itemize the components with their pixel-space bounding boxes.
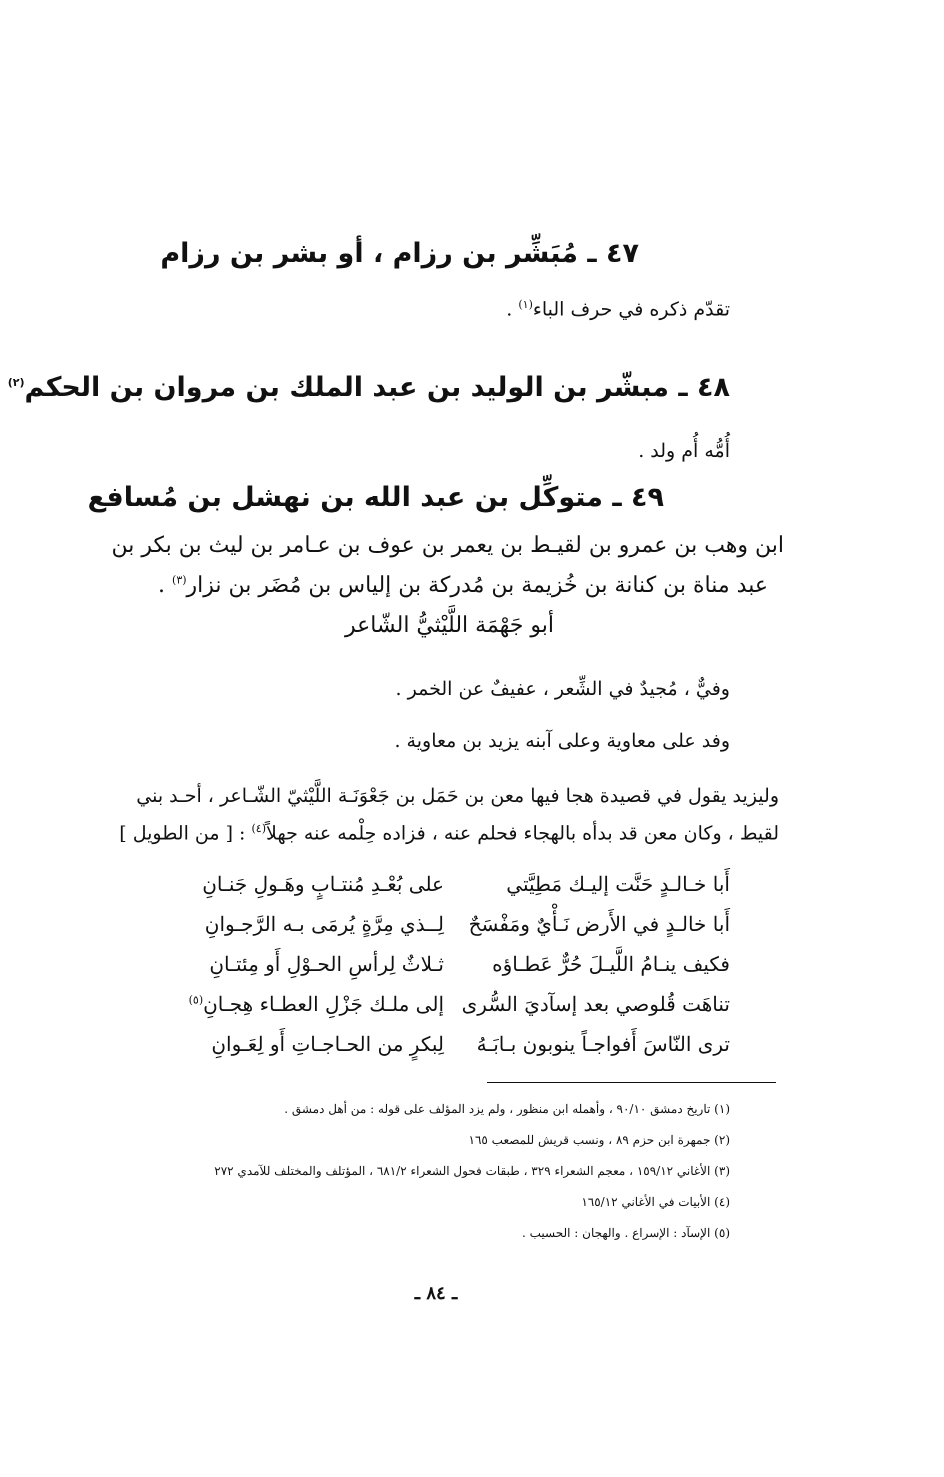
footnote-2: (٢) جمهرة ابن حزم ٨٩ ، ونسب قريش للمصعب ١٦٥ bbox=[468, 1133, 730, 1147]
story-line-1: وليزيد يقول في قصيدة هجا فيها معن بن حَمَل بن جَعْوَنَـة اللَّيْثيّ الشّـاعر ، أحـد بني bbox=[136, 785, 779, 807]
entry-47-heading: ٤٧ ـ مُبَشِّر بن رزام ، أو بشر بن رزام bbox=[160, 238, 639, 269]
entry-48-heading-text: ٤٨ ـ مبشّر بن الوليد بن عبد الملك بن مروان بن الحكم bbox=[24, 372, 730, 403]
story-line-2-end: : [ من الطويل ] bbox=[119, 822, 252, 845]
footnote-ref-5[interactable]: (٥) bbox=[188, 993, 204, 1007]
lineage-line-1: ابن وهب بن عمرو بن لقيـط بن يعمر بن عوف بن عـامر بن ليث بن بكر بن bbox=[111, 533, 784, 558]
footnote-separator bbox=[487, 1082, 776, 1083]
verse-1-second-hemistich: على بُعْـدِ مُنتـابٍ وهَـولِ جَنـانِ bbox=[202, 872, 444, 896]
footnote-ref-2[interactable]: (٢) bbox=[7, 376, 25, 389]
entry-47-text-end: . bbox=[506, 298, 519, 321]
verse-3-first-hemistich: فكيف ينـامُ اللَّيـلَ حُرٌّ عَطـاؤه bbox=[492, 952, 730, 976]
lineage-line-2 bbox=[158, 573, 768, 598]
description-line-2: وفد على معاوية وعلى آبنه يزيد بن معاوية . bbox=[394, 730, 730, 752]
verse-4-first-hemistich: تناهَت قُلوصي بعد إسآديَ السُّرى bbox=[461, 992, 730, 1016]
description-line-1: وفيٌّ ، مُجيدٌ في الشِّعر ، عفيفٌ عن الخمر . bbox=[395, 678, 730, 700]
footnote-5: (٥) الإسآد : الإسراع . والهجان : الحسيب . bbox=[521, 1226, 730, 1240]
verse-3-second-hemistich: ثـلاثٌ لِرأسِ الحـوْلِ أَو مِئتـانِ bbox=[209, 952, 444, 976]
verse-2-second-hemistich: لِــذي مِرَّةٍ يُرمَى بـه الرَّجـوانِ bbox=[204, 912, 444, 936]
verse-4-second-hemistich bbox=[189, 992, 444, 1016]
entry-49-heading: ٤٩ ـ متوكِّل بن عبد الله بن نهشل بن مُسافع bbox=[87, 482, 664, 513]
verse-5-first-hemistich: ترى النّاسَ أَفواجـاً ينوبون بـابَـهُ bbox=[476, 1032, 730, 1056]
entry-48-text: أُمُّه أُم ولد . bbox=[638, 440, 730, 462]
verse-4-second-text: إلى ملـك جَزْلِ العطـاء هِجـانِ bbox=[203, 992, 444, 1016]
footnote-ref-3[interactable]: (٣) bbox=[172, 573, 187, 587]
verse-2-first-hemistich: أَبا خالـدٍ في الأَرض نَـأْيٌ ومَفْسَحٌ bbox=[468, 912, 730, 936]
story-line-2 bbox=[119, 822, 779, 844]
kunya-title: أبو جَهْمَة اللَّيْثيُّ الشّاعر bbox=[345, 613, 554, 638]
entry-47-text bbox=[506, 298, 730, 320]
entry-48-heading bbox=[8, 372, 730, 403]
footnote-ref-1[interactable]: (١) bbox=[518, 298, 533, 311]
story-line-2-text: لقيط ، وكان معن قد بدأه بالهجاء فحلم عنه ، فزاده حِلْمه عنه جهلاً bbox=[266, 822, 779, 845]
footnote-4: (٤) الأبيات في الأغاني ١٦٥/١٢ bbox=[581, 1195, 730, 1209]
verse-5-second-hemistich: لِبكرٍ من الحـاجـاتِ أَو لِعَـوانِ bbox=[211, 1032, 444, 1056]
lineage-line-2-end: . bbox=[158, 573, 173, 598]
footnote-3: (٣) الأغاني ١٥٩/١٢ ، معجم الشعراء ٣٢٩ ، طبقات فحول الشعراء ٦٨١/٢ ، المؤتلف والمختلف للآمدي ٢٧٢ bbox=[214, 1164, 730, 1178]
footnote-ref-4[interactable]: (٤) bbox=[251, 822, 267, 835]
entry-47-text-body: تقدّم ذكره في حرف الباء bbox=[532, 298, 730, 321]
verse-1-first-hemistich: أَبا خـالـدٍ حَنَّت إليـك مَطِيَّتي bbox=[506, 872, 730, 896]
page-number: ـ ٨٤ ـ bbox=[414, 1283, 458, 1304]
footnote-1: (١) تاريخ دمشق ٩٠/١٠ ، وأهمله ابن منظور ، ولم يزد المؤلف على قوله : من أهل دمشق . bbox=[284, 1102, 730, 1116]
lineage-line-2-text: عبد مناة بن كنانة بن خُزيمة بن مُدركة بن إلياس بن مُضَر بن نزار bbox=[186, 573, 768, 598]
